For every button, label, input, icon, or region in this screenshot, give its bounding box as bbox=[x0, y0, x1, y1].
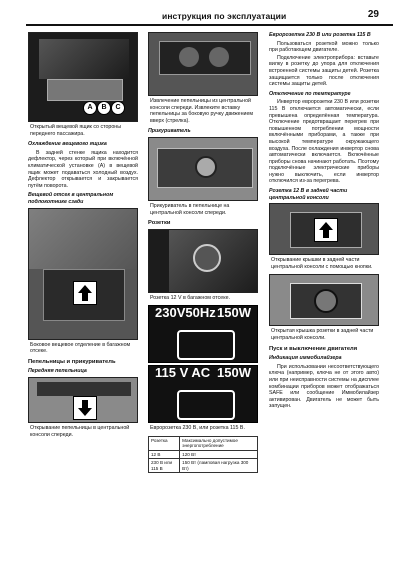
callout-a: A bbox=[83, 101, 97, 115]
table-cell: 230 В или 115 В bbox=[149, 459, 180, 473]
heading-rear-12v-socket: Розетка 12 В в задней части центральной консоли bbox=[269, 188, 348, 201]
caption-rear-console-button: Открывание крышки в задней части центральной консоли с помощью кнопки. bbox=[271, 257, 373, 270]
heading-engine-start: Пуск и выключение двигателя bbox=[269, 345, 358, 352]
paragraph-inverter: Инвертор евророзетки 230 В или розетки 115 В отключается автоматически, если превышена определённая температура. Отключение предотвращает перегрев при повышенном потреблении мощности включёнными приборами, а также при высокой температуре окружающего воздуха. После охлаждения инвертор снова автоматически включается. Включённые приборы снова начинают работать. Поэтому подключённые электрические приборы нужно выключить, если инвертор отключился из-за перегрева. bbox=[269, 99, 379, 185]
column-right bbox=[269, 32, 379, 411]
caption-ashtray-remove: Извлечение пепельницы из центральной консоли спереди. Извлеките вставку пепельницы за боковую ручку движением вверх (стрелка). bbox=[150, 98, 254, 124]
caption-socket-12v: Розетка 12 V в багажном отсеке. bbox=[150, 294, 230, 301]
callout-b: B bbox=[97, 101, 111, 115]
paragraph-plug-in: Подключение электроприбора: вставьте вилку в розетку до упора для отключения встроенной системы защиты детей. Розетка защищается только после отключения системы защиты детей. bbox=[269, 54, 379, 88]
rear-console-button-photo bbox=[269, 203, 379, 255]
socket-power-table bbox=[148, 436, 258, 474]
socket-115v-power: 150W bbox=[217, 365, 251, 381]
socket-230v-outlet bbox=[177, 330, 235, 360]
caption-lighter: Прикуриватель в пепельнице на центральной консоли спереди. bbox=[150, 202, 230, 216]
table-cell: 12 В bbox=[149, 450, 180, 459]
header-rule bbox=[26, 24, 393, 26]
socket-230v-label bbox=[148, 305, 258, 363]
socket-115v-voltage: 115 V AC bbox=[155, 365, 211, 381]
socket-230v-power: 150W bbox=[217, 305, 251, 321]
heading-eurosocket: Евророзетка 230 В или розетка 115 В bbox=[269, 32, 371, 38]
caption-glovebox: Открытый вещевой ящик со стороны переднего пассажира. bbox=[30, 124, 122, 137]
table-cell: 120 Вт bbox=[180, 450, 258, 459]
page-header bbox=[8, 4, 393, 30]
table-header-socket: Розетка bbox=[149, 436, 180, 450]
heading-glovebox-cooling: Охлаждение вещевого ящика bbox=[28, 141, 107, 148]
callout-c: C bbox=[111, 101, 125, 115]
vent-deflector bbox=[47, 79, 123, 101]
socket-12v-photo bbox=[148, 229, 258, 293]
caption-side-compartment: Боковое вещевое отделение в багажном отсеке. bbox=[30, 341, 131, 355]
table-cell: 150 Вт (ламповая нагрузка 300 Вт) bbox=[180, 459, 258, 473]
paragraph-glovebox-cooling: В задней стенке ящика находится дефлектор, через который при включённой климатической установке (A) в вещевой ящик может подаваться холодный воздух. Дефлектор открывается и закрывается путём поворота. bbox=[28, 149, 138, 189]
arrow-up-icon bbox=[73, 281, 97, 305]
page-title: инструкция по эксплуатации bbox=[162, 11, 287, 21]
socket-115v-outlet bbox=[177, 390, 235, 420]
table-row bbox=[149, 459, 258, 473]
socket-115v-label bbox=[148, 365, 258, 423]
heading-temperature-cutoff: Отключение по температуре bbox=[269, 90, 351, 97]
side-compartment-photo bbox=[28, 208, 138, 340]
column-middle bbox=[148, 32, 258, 473]
arrow-up-icon bbox=[314, 218, 338, 242]
paragraph-immobilizer: При использовании несоответствующего ключа (например, ключа не от этого авто) или при неисправности системы на дисплее комбинации приборов может отображаться SAFE или сообщение Иммобилайзер активирован. Двигатель не может быть запущен. bbox=[269, 363, 379, 410]
caption-rear-socket-open: Открытая крышка розетки в задней части центральной консоли. bbox=[271, 328, 374, 342]
ashtray-remove-photo bbox=[148, 32, 258, 96]
ashtray-open-photo bbox=[28, 377, 138, 423]
table-header-power: Максимально допустимое энергопотребление bbox=[180, 436, 258, 450]
page-number: 29 bbox=[367, 9, 379, 20]
rear-socket-open-photo bbox=[269, 274, 379, 326]
paragraph-engine-running: Пользоваться розеткой можно только при работающем двигателе. bbox=[269, 40, 379, 54]
lighter-photo bbox=[148, 137, 258, 201]
socket-230v-voltage: 230V50Hz bbox=[155, 305, 216, 321]
heading-ashtrays: Пепельницы и прикуриватель bbox=[28, 358, 116, 365]
heading-immobilizer: Индикация иммобилайзера bbox=[269, 355, 342, 362]
arrow-down-icon bbox=[73, 396, 97, 420]
heading-rear-armrest: Вещевой отсек в центральном подлокотнике сзади bbox=[28, 192, 114, 205]
heading-lighter: Прикуриватель bbox=[148, 128, 191, 135]
caption-ashtray-open: Открывание пепельницы в центральной консоли спереди. bbox=[30, 424, 130, 438]
glovebox-photo bbox=[28, 32, 138, 122]
table-row bbox=[149, 450, 258, 459]
caption-eurosocket: Евророзетка 230 В, или розетка 115 В. bbox=[150, 425, 245, 432]
heading-sockets: Розетки bbox=[148, 220, 171, 227]
heading-front-ashtray: Передняя пепельница bbox=[28, 368, 87, 375]
column-left bbox=[28, 32, 138, 442]
